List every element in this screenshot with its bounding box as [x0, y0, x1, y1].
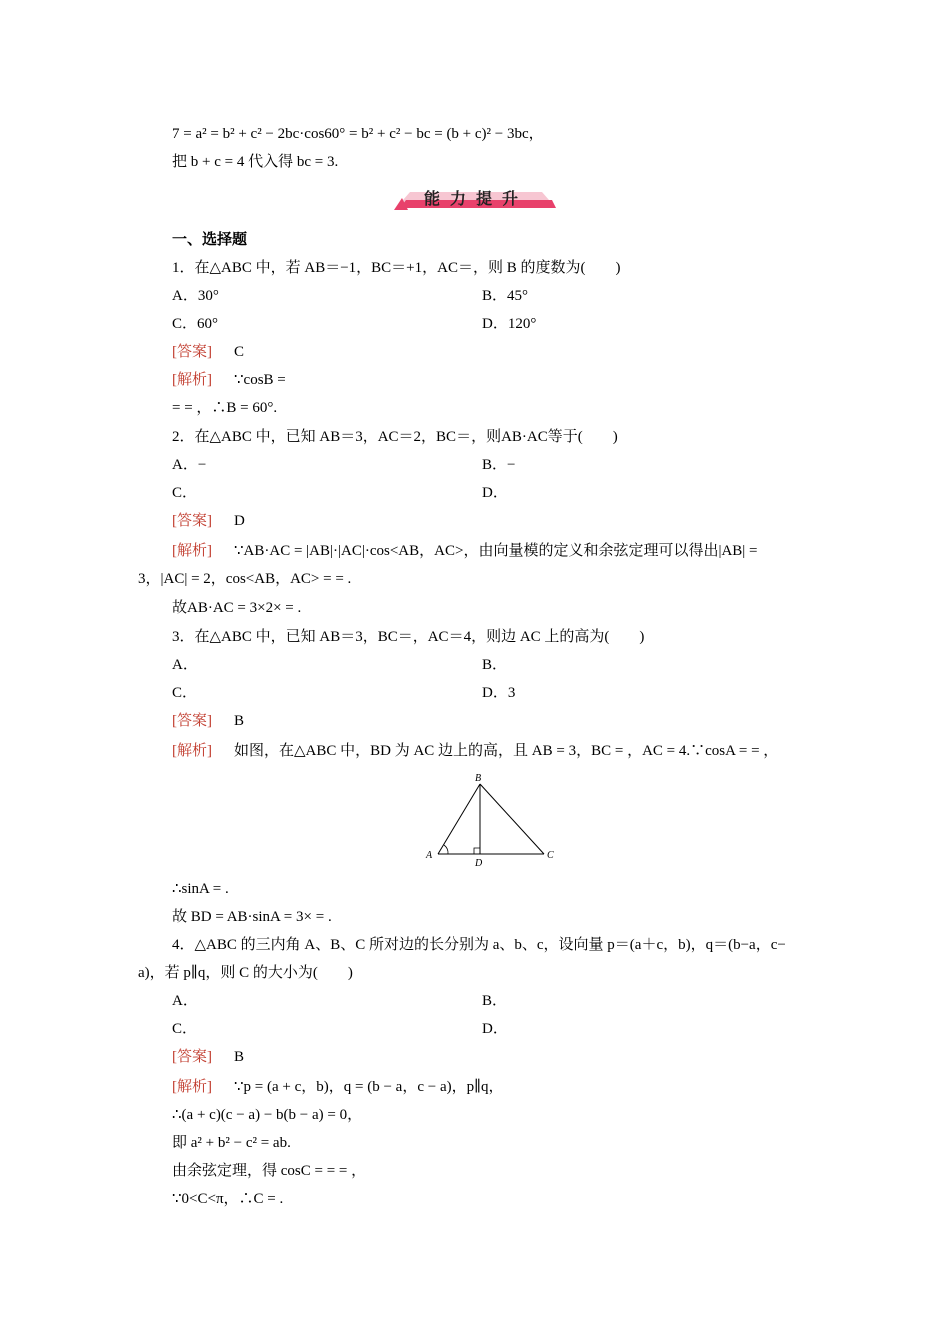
q2-analysis-3: 故AB·AC = 3×2× = .	[172, 600, 302, 616]
q2-analysis-2: 3，|AC| = 2，cos<AB，AC> = = .	[138, 571, 352, 587]
q3-option-c: C．	[172, 685, 198, 701]
q1-analysis-tag: [解析]	[172, 372, 212, 388]
q3-analysis-3: 故 BD = AB·sinA = 3× = .	[172, 909, 332, 925]
section-banner	[392, 184, 560, 212]
q1-answer-tag: [答案]	[172, 344, 212, 360]
q4-analysis-1: ∵p = (a + c，b)，q = (b − a，c − a)，p∥q，	[234, 1079, 504, 1095]
q3-option-b: B．	[482, 657, 508, 673]
q4-option-a: A．	[172, 993, 198, 1009]
q4-option-c: C．	[172, 1021, 198, 1037]
q2-analysis-1: ∵AB·AC = |AB|·|AC|·cos<AB，AC>，由向量模的定义和余弦定理可以得出|AB| =	[234, 543, 758, 559]
q3-answer: B	[234, 713, 245, 729]
angle-a-mark	[444, 845, 448, 854]
q1-option-d: D．120°	[482, 316, 537, 332]
q2-option-c: C．	[172, 485, 198, 501]
q1-option-a: A．30°	[172, 288, 219, 304]
q4-analysis-5: ∵0<C<π，∴C = .	[172, 1191, 284, 1207]
triangle-diagram	[420, 770, 560, 870]
q3-analysis-tag: [解析]	[172, 743, 212, 759]
q2-analysis-tag: [解析]	[172, 543, 212, 559]
header-line-1: 7 = a² = b² + c² − 2bc·cos60° = b² + c² − bc = (b + c)² − 3bc，	[172, 126, 544, 142]
section-title: 一、选择题	[172, 232, 248, 248]
q1-stem: 1．在△ABC 中，若 AB＝−1，BC＝+1，AC＝，则 B 的度数为( )	[172, 260, 621, 276]
q3-option-a: A．	[172, 657, 198, 673]
q3-analysis-1: 如图，在△ABC 中，BD 为 AC 边上的高，且 AB = 3，BC = ，AC = 4.∵cosA = = ，	[234, 743, 779, 759]
label-d: D	[475, 858, 483, 869]
q3-answer-tag: [答案]	[172, 713, 212, 729]
q4-analysis-4: 由余弦定理，得 cosC = = = ，	[172, 1163, 367, 1179]
q4-analysis-2: ∴(a + c)(c − a) − b(b − a) = 0，	[172, 1107, 363, 1123]
q2-answer-tag: [答案]	[172, 513, 212, 529]
side-ab	[438, 784, 480, 854]
label-c: C	[547, 850, 554, 861]
q3-analysis-2: ∴sinA = .	[172, 881, 229, 897]
q2-option-d: D．	[482, 485, 508, 501]
right-angle-mark	[474, 848, 480, 854]
q3-option-d: D．3	[482, 685, 516, 701]
label-b: B	[475, 773, 482, 784]
q2-answer: D	[234, 513, 245, 529]
q1-analysis-2: = = ，∴B = 60°.	[172, 400, 278, 416]
q2-option-b: B．−	[482, 457, 516, 473]
header-line-2: 把 b + c = 4 代入得 bc = 3.	[172, 154, 339, 170]
q4-answer-tag: [答案]	[172, 1049, 212, 1065]
q1-option-b: B．45°	[482, 288, 529, 304]
q2-stem: 2．在△ABC 中，已知 AB＝3，AC＝2，BC＝，则AB·AC等于( )	[172, 429, 618, 445]
q1-analysis-1: ∵cosB =	[234, 372, 286, 388]
q2-option-a: A．−	[172, 457, 207, 473]
label-a: A	[426, 850, 433, 861]
q4-answer: B	[234, 1049, 245, 1065]
q4-option-d: D．	[482, 1021, 508, 1037]
q1-answer: C	[234, 344, 245, 360]
q4-stem-2: a)，若 p∥q，则 C 的大小为( )	[138, 965, 353, 981]
q4-analysis-3: 即 a² + b² − c² = ab.	[172, 1135, 291, 1151]
triangle-figure	[420, 770, 560, 875]
side-bc	[480, 784, 544, 854]
q3-stem: 3．在△ABC 中，已知 AB＝3，BC＝，AC＝4，则边 AC 上的高为( )	[172, 629, 645, 645]
banner-label: 能力提升	[423, 189, 528, 208]
q4-stem-1: 4．△ABC 的三内角 A、B、C 所对边的长分别为 a、b、c，设向量 p＝(a＋c，b)，q＝(b−a，c−	[172, 937, 786, 953]
q4-option-b: B．	[482, 993, 508, 1009]
q1-option-c: C．60°	[172, 316, 219, 332]
q4-analysis-tag: [解析]	[172, 1079, 212, 1095]
